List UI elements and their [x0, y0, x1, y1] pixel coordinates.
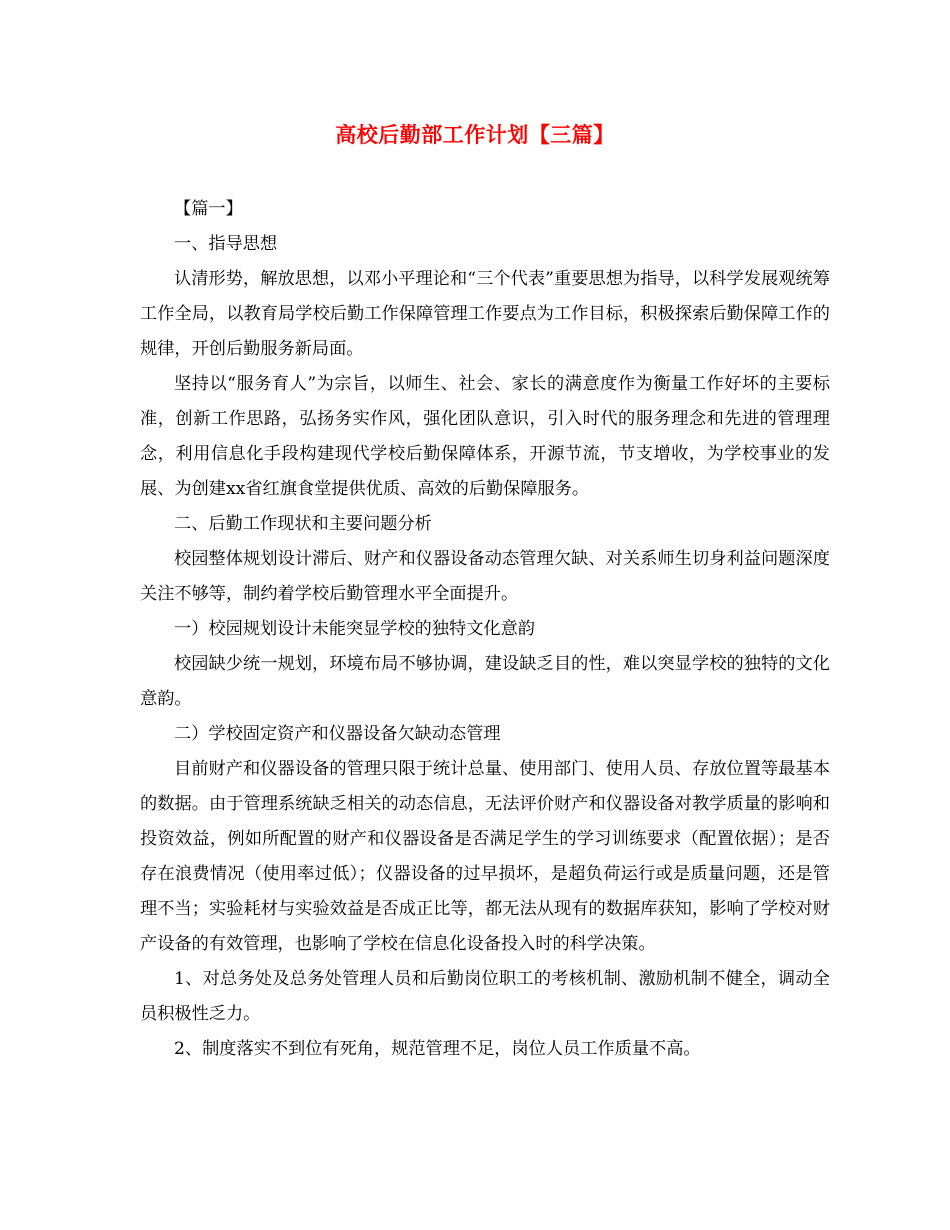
subheading-campus-planning: 一）校园规划设计未能突显学校的独特文化意韵	[174, 619, 535, 639]
heading-status-analysis: 二、后勤工作现状和主要问题分析	[174, 514, 432, 534]
list-item-2: 2、制度落实不到位有死角，规范管理不足，岗位人员工作质量不高。	[174, 1039, 701, 1059]
document-title: 高校后勤部工作计划【三篇】	[335, 122, 615, 147]
paragraph-status-analysis: 校园整体规划设计滞后、财产和仪器设备动态管理欠缺、对关系师生切身利益问题深度关注不够等，制约着学校后勤管理水平全面提升。	[140, 549, 830, 604]
paragraph-guiding-ideology-1: 认清形势，解放思想，以邓小平理论和“三个代表”重要思想为指导，以科学发展观统筹工作全局，以教育局学校后勤工作保障管理工作要点为工作目标，积极探索后勤保障工作的规律，开创后勤服务新局面。	[140, 269, 830, 359]
subheading-asset-management: 二）学校固定资产和仪器设备欠缺动态管理	[174, 724, 501, 744]
list-item-1: 1、对总务处及总务处管理人员和后勤岗位职工的考核机制、激励机制不健全，调动全员积极性乏力。	[140, 969, 830, 1024]
section-heading-part-one: 【篇一】	[174, 199, 243, 219]
paragraph-guiding-ideology-2: 坚持以“服务育人”为宗旨，以师生、社会、家长的满意度作为衡量工作好坏的主要标准，创新工作思路，弘扬务实作风，强化团队意识，引入时代的服务理念和先进的管理理念，利用信息化手段构建现代学校后勤保障体系，开源节流，节支增收，为学校事业的发展、为创建xx省红旗食堂提供优质、高效的后勤保障服务。	[140, 374, 830, 499]
heading-guiding-ideology: 一、指导思想	[174, 234, 278, 254]
document-body	[140, 192, 830, 1067]
paragraph-campus-planning: 校园缺少统一规划，环境布局不够协调，建设缺乏目的性，难以突显学校的独特的文化意韵。	[140, 654, 830, 709]
paragraph-asset-management: 目前财产和仪器设备的管理只限于统计总量、使用部门、使用人员、存放位置等最基本的数据。由于管理系统缺乏相关的动态信息，无法评价财产和仪器设备对教学质量的影响和投资效益，例如所配置的财产和仪器设备是否满足学生的学习训练要求（配置依据）；是否存在浪费情况（使用率过低）；仪器设备的过早损坏，是超负荷运行或是质量问题，还是管理不当；实验耗材与实验效益是否成正比等，都无法从现有的数据库获知，影响了学校对财产设备的有效管理，也影响了学校在信息化设备投入时的科学决策。	[140, 759, 830, 954]
